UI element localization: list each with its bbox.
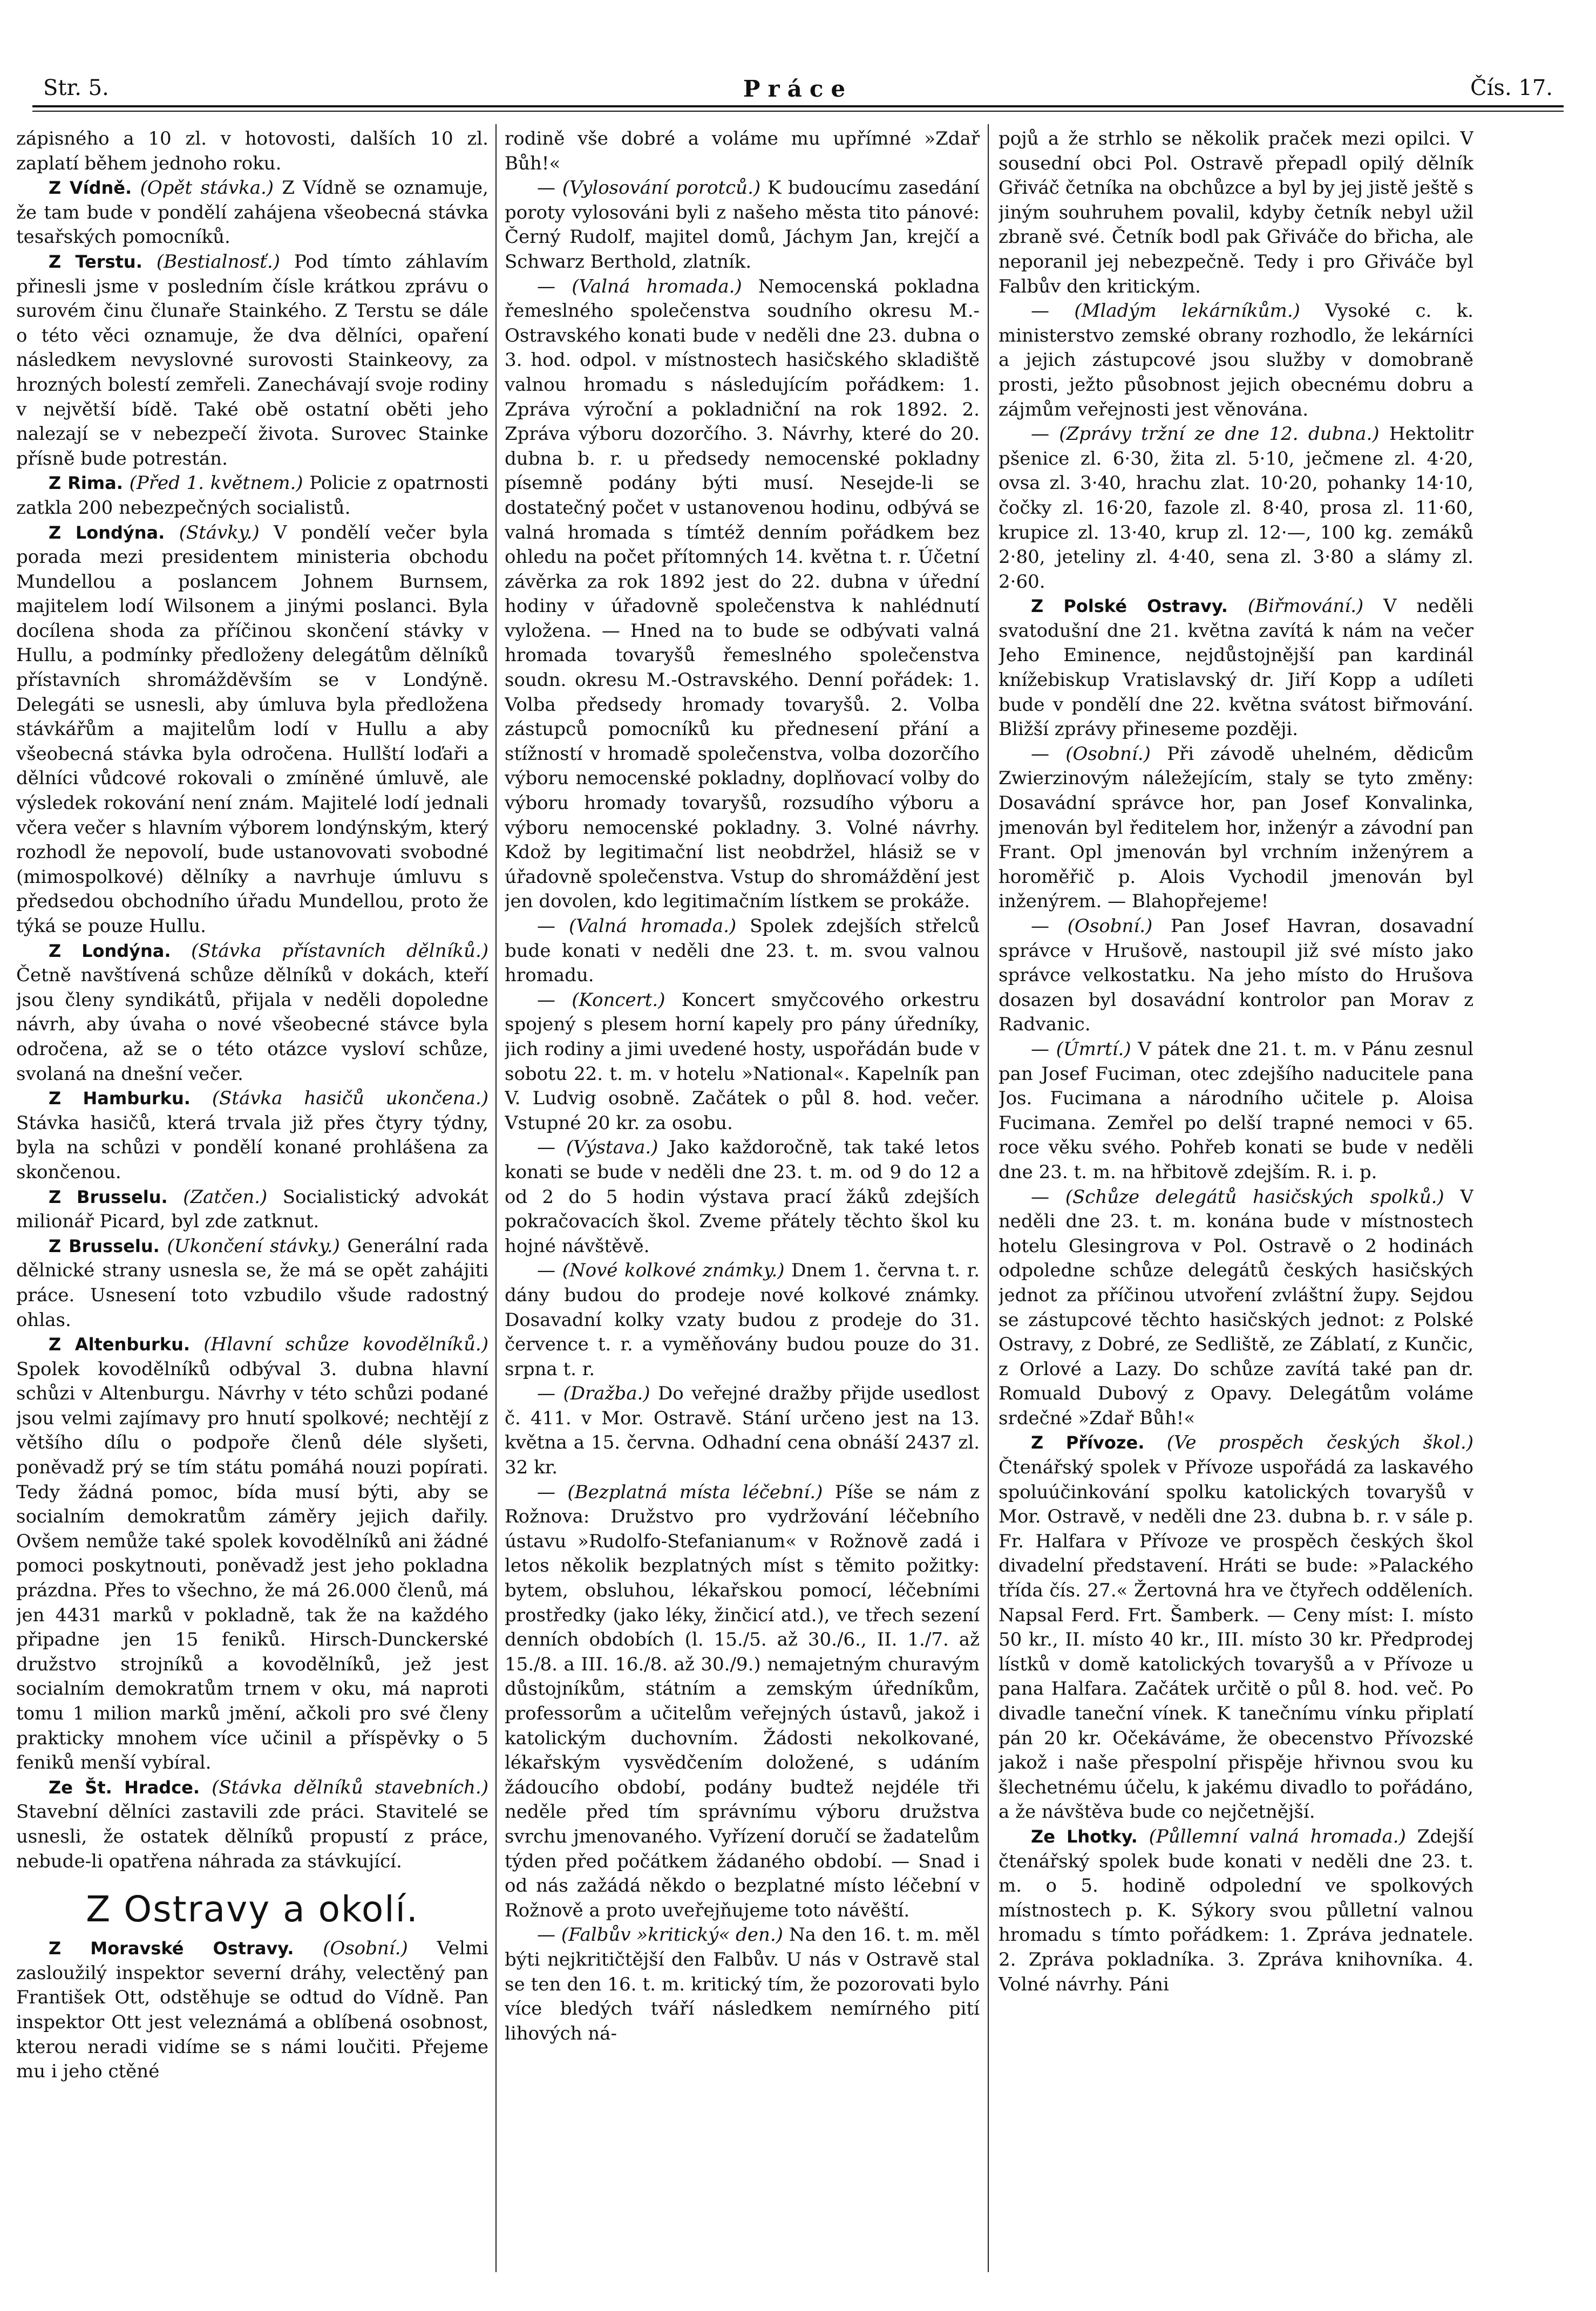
item-text: Píše se nám z Rožnova: Družstvo pro vydržování léčebního ústavu »Rudolfo-Stefanianum« v Rožnově zadá i letos několik bezplatných míst s těmito požitky: bytem, obsluhou, lékařskou pomocí, léčebními prostředky (jako léky, žinčicí atd.), ve třech sezení denních obdobích (l. 15./5. až 30./6., II. 1./7. až 15./8. a III. 16./8. až 30./9.) nemajetným churavým důstojníkům, státním a zemským úředníkům, professorům a učitelům veřejných ústavů, jakož i katolickým duchovním. Žádosti nekolkované, lékařským vysvědčením doložené, s udáním žádoucího období, podány budtež nejdéle tři neděle před tím správnímu výboru družstva svrchu jmenovaného. Vyřízení doručí se žadatelům týden před počátkem žádaného období. — Snad i od nás zažádá někdo o bezplatné místo léčební v Rožnově a proto uveřejňujeme toto návěští.: [505, 1481, 980, 1921]
item-text: Z Vídně se oznamuje, že tam bude v pondělí zahájena všeobecná stávka tesařských pomocníků.: [16, 177, 488, 248]
item-location: Z Terstu.: [49, 251, 142, 272]
item-location: Z Moravské Ostravy.: [49, 1938, 294, 1959]
news-item: — (Schůze delegátů hasičských spolků.) V neděli dne 23. t. m. konána bude v místnostech hotelu Glesingrova v Pol. Ostravě o 2 hodinách odpoledne schůze delegátů českých hasičských jednot za příčinou utvoření zvláštní župy. Sejdou se zástupcové těchto hasičských jednot: z Polské Ostravy, z Dobré, ze Sedliště, ze Záblatí, z Kunčic, z Orlové a Lazy. Do schůze zavítá také pan dr. Romuald Dubový z Opavy. Delegátům voláme srdečné »Zdař Bůh!«: [999, 1186, 1473, 1429]
item-text: Pan Josef Havran, dosavadní správce v Hrušově, nastoupil již své místo jako správce velkostatku. Na jeho místo do Hrušova dosazen byl dosavádní kontrolor pan Morav z Radvanic.: [999, 915, 1473, 1036]
item-text: Velmi zasloužilý inspektor severní dráhy, velectěný pan František Ott, odstěhuje se odtud do Vídně. Pan inspektor Ott jest veleznámá a oblíbená osobnost, kterou neradi vidíme se s námi loučiti. Přejeme mu i jeho ctěné: [16, 1938, 488, 2083]
item-location: Ze Lhotky.: [1031, 1826, 1138, 1847]
item-subtitle: (Osobní.): [1067, 915, 1153, 937]
item-subtitle: (Bestialnosť.): [156, 250, 280, 273]
news-item: [16, 1936, 488, 2084]
item-subtitle: (Ve prospěch českých škol.): [1166, 1432, 1473, 1454]
news-item: — (Valná hromada.) Nemocenská pokladna řemeslného společenstva soudního okresu M.-Ostravského konati bude v neděli dne 23. dubna o 3. hod. odpol. v místnostech hasičského skladiště valnou hromadu s následujícím pořádkem: 1. Zpráva výroční a pokladniční na rok 1892. 2. Zpráva výboru dozorčího. 3. Návrhy, které do 20. dubna b. r. u předsedy nemocenské pokladny písemně podány býti musí. Nesejde-li se dostatečný počet v ustanovenou hodinu, odbývá se valná hromada s tímtéž denním pořádkem bez ohledu na počet přítomných 14. května t. r. Účetní závěrka za rok 1892 jest do 22. dubna v úřední hodiny v úřadovně společenstva k nahlédnutí vyložena. — Hned na to bude se odbývati valná hromada tovaryšů řemeslného společenstva soudn. okresu M.-Ostravského. Denní pořádek: 1. Volba předsedy hromady tovaryšů. 2. Volba zástupců pomocníků ku přednesení přání a stížností v hromadě společenstva, volba dozorčího výboru nemocenské pokladny, doplňovací volby do výboru hromady tovaryšů, rozsudího výboru a výboru nemocenské pokladny. 3. Volné návrhy. Kdož by legitimační list neobdržel, hlásiž se v úřadovně společenstva. Vstup do shromáždění jest jen dovolen, kdo legitimačním lístkem se prokáže.: [505, 275, 980, 913]
item-text: Stávka hasičů, která trvala již přes čtyry týdny, byla na schůzi v pondělí konané prohlášena za skončenou.: [16, 1112, 488, 1183]
item-subtitle: (Biřmování.): [1247, 595, 1364, 617]
item-location: Z Vídně.: [49, 178, 132, 199]
news-item: — (Valná hromada.) Spolek zdejších střelců bude konati v neděli dne 23. t. m. svou valnou hromadu.: [505, 915, 980, 987]
item-subtitle: (Výstava.): [566, 1137, 658, 1159]
continued-text: pojů a že strhlo se několik praček mezi opilci. V sousední obci Pol. Ostravě přepadl opilý dělník Gřiváč četníka na obchůzce a byl by jej jistě ještě s jiným souhruhem povalil, kdyby četník nebyl užil zbraně své. Četník bodl pak Gřiváče do břicha, ale neporanil jej nebezpečně. Tedy i pro Gřiváče byl Falbův den kritickým.: [999, 128, 1473, 297]
item-subtitle: (Před 1. květnem.): [129, 472, 303, 494]
item-subtitle: (Falbův »kritický« den.): [561, 1924, 783, 1946]
news-item: [16, 1776, 488, 1874]
column-1: [16, 127, 488, 2264]
news-item: [16, 939, 488, 1087]
issue-number: Čís. 17.: [1470, 76, 1553, 100]
masthead-title: Práce: [743, 76, 853, 102]
item-text: V neděli svatodušní dne 21. května zavítá k nám na večer Jeho Eminence, nejdůstojnější pan kardinál knížebiskup Vratislavský dr. Jiří Kopp a udíleti bude v pondělí dne 22. května svátost biřmování. Bližší zprávy přineseme později.: [999, 595, 1473, 740]
item-subtitle: (Zatčen.): [183, 1186, 268, 1208]
item-text: Policie z opatrnosti zatkla 200 nebezpečných socialistů.: [16, 472, 488, 519]
item-subtitle: (Stávka hasičů ukončena.): [212, 1087, 488, 1110]
news-item: [16, 1333, 488, 1776]
item-text: Stavební dělníci zastavili zde práci. Stavitelé se usnesli, že ostatek dělníků propustí z práce, nebude-li opatřena náhrada za stávkující.: [16, 1801, 488, 1872]
news-item: [16, 1234, 488, 1333]
item-text: Nemocenská pokladna řemeslného společenstva soudního okresu M.-Ostravského konati bude v neděli dne 23. dubna o 3. hod. odpol. v místnostech hasičského skladiště valnou hromadu s následujícím pořádkem: 1. Zpráva výroční a pokladniční na rok 1892. 2. Zpráva výboru dozorčího. 3. Návrhy, které do 20. dubna b. r. u předsedy nemocenské pokladny písemně podány býti musí. Nesejde-li se dostatečný počet v ustanovenou hodinu, odbývá se valná hromada s tímtéž denním pořádkem bez ohledu na počet přítomných 14. května t. r. Účetní závěrka za rok 1892 jest do 22. dubna v úřední hodiny v úřadovně společenstva k nahlédnutí vyložena. — Hned na to bude se odbývati valná hromada tovaryšů řemeslného společenstva soudn. okresu M.-Ostravského. Denní pořádek: 1. Volba předsedy hromady tovaryšů. 2. Volba zástupců pomocníků ku přednesení přání a stížností v hromadě společenstva, volba dozorčího výboru nemocenské pokladny, doplňovací volby do výboru hromady tovaryšů, rozsudího výboru a výboru nemocenské pokladny. 3. Volné návrhy. Kdož by legitimační list neobdržel, hlásiž se v úřadovně společenstva. Vstup do shromáždění jest jen dovolen, kdo legitimačním lístkem se prokáže.: [505, 275, 980, 913]
header-rule-thin: [32, 111, 1564, 112]
item-text: Do veřejné dražby přijde usedlost č. 411. v Mor. Ostravě. Stání určeno jest na 13. května a 15. června. Odhadní cena obnáší 2437 zl. 32 kr.: [505, 1383, 980, 1479]
news-item: [16, 176, 488, 250]
item-location: Ze Št. Hradce.: [49, 1777, 200, 1798]
news-item: — (Úmrtí.) V pátek dne 21. t. m. v Pánu zesnul pan Josef Fuciman, otec zdejšího naducitele pana Jos. Fucimana a národního učitele p. Aloisa Fucimana. Zemřel po delší trapné nemoci v 65. roce věku svého. Pohřeb konati se bude v neděli dne 23. t. m. na hřbitově zdejším. R. i. p.: [999, 1038, 1473, 1183]
item-text: Socialistický advokát milionář Picard, byl zde zatknut.: [16, 1186, 488, 1233]
news-item: [16, 250, 488, 471]
item-location: Z Altenburku.: [49, 1334, 190, 1355]
item-text: Spolek zdejších střelců bude konati v neděli dne 23. t. m. svou valnou hromadu.: [505, 915, 980, 987]
item-subtitle: (Stávka dělníků stavebních.): [212, 1776, 488, 1798]
column-3: [999, 127, 1473, 2264]
item-text: Čtenářský spolek v Přívoze uspořádá za laskavého spoluúčinkování spolku katolických tovaryšů v Mor. Ostravě, v neděli dne 23. dubna b. r. v sále p. Fr. Halfara v Přívoze ve prospěch českých škol divadelní představení. Hráti se bude: »Palackého třída čís. 27.« Žertovná hra ve čtyřech odděleních. Napsal Ferd. Frt. Šamberk. — Ceny míst: I. místo 50 kr., II. místo 40 kr., III. místo 30 kr. Předprodej lístků v domě katolických tovaryšů a v Přívoze u pana Halfara. Začátek určitě o půl 8. hod. več. Po divadle taneční vínek. K tanečnímu vínku připlatí pán 20 kr. Očekáváme, že obecenstvo Přívozské jakož i naše přespolní přispěje hřivnou svou ku šlechetnému účelu, k jakému divadlo to pořádáno, a že návštěva bude co nejčetnější.: [999, 1457, 1473, 1823]
item-subtitle: (Nové kolkové známky.): [562, 1260, 785, 1282]
item-subtitle: (Osobní.): [1065, 743, 1151, 765]
news-item: — (Falbův »kritický« den.) Na den 16. t. m. měl býti nejkritičtější den Falbův. U nás v Ostravě stal se ten den 16. t. m. kritický tím, že pozorovati bylo více bledých tváří následkem nemírného pití lihových ná-: [505, 1924, 980, 2044]
news-item: [16, 521, 488, 939]
news-item: — (Vylosování porotců.) K budoucímu zasedání poroty vylosováni byli z našeho města tito pánové: Černý Rudolf, majitel domů, Jáchym Jan, krejčí a Schwarz Berthold, zlatník.: [505, 177, 980, 273]
news-item: [999, 1825, 1473, 1997]
item-text: Při závodě uhelném, dědicům Zwierzinovým náležejícím, staly se tyto změny: Dosavádní správce hor, pan Josef Konvalinka, jmenován byl ředitelem hor, inženýr a závodní pan Frant. Opl jmenován byl vrchním inženýrem a horoměřič p. Alois Vychodil jmenován byl inženýrem. — Blahopřejeme!: [999, 743, 1473, 913]
continued-text: zápisného a 10 zl. v hotovosti, dalších 10 zl. zaplatí během jednoho roku.: [16, 128, 488, 174]
column-divider: [988, 124, 989, 2272]
item-text: V neděli dne 23. t. m. konána bude v místnostech hotelu Glesingrova v Pol. Ostravě o 2 hodinách odpoledne schůze delegátů českých hasičských jednot za příčinou utvoření zvláštní župy. Sejdou se zástupcové těchto hasičských jednot: z Polské Ostravy, z Dobré, ze Sedliště, ze Záblatí, z Kunčic, z Orlové a Lazy. Do schůze zavítá také pan dr. Romuald Dubový z Opavy. Delegátům voláme srdečné »Zdař Bůh!«: [999, 1186, 1473, 1429]
item-location: Z Londýna.: [49, 940, 171, 961]
news-item: [999, 1431, 1473, 1825]
item-subtitle: (Osobní.): [323, 1938, 408, 1960]
item-subtitle: (Zprávy tržní ze dne 12. dubna.): [1059, 423, 1380, 445]
item-subtitle: (Mladým lekárníkům.): [1074, 300, 1300, 322]
item-text: Generální rada dělnické strany usnesla se, že má se opět zahájiti práce. Usnesení toto vzbudilo všude radostný ohlas.: [16, 1235, 488, 1331]
item-text: Četně navštívená schůze dělníků v dokách, kteří jsou členy syndikátů, přijala v neděli dopoledne návrh, aby úvaha o nové všeobecné stávce byla odročena, až se o této otázce vysloví schůze, svolaná na dnešní večer.: [16, 964, 488, 1085]
item-location: Z Rima.: [49, 473, 123, 494]
item-subtitle: (Ukončení stávky.): [167, 1235, 340, 1257]
item-subtitle: (Koncert.): [572, 989, 665, 1011]
header-rule: [32, 105, 1564, 107]
item-subtitle: (Úmrtí.): [1056, 1038, 1131, 1060]
item-text: Zdejší čtenářský spolek bude konati v neděli dne 23. t. m. o 5. hodině odpolední ve spolkových místnostech p. K. Sýkory svou půlletní valnou hromadu s tímto pořádkem: 1. Zpráva jednatele. 2. Zpráva pokladníka. 3. Zpráva knihovníka. 4. Volné návrhy. Páni: [999, 1825, 1473, 1995]
news-item: — (Koncert.) Koncert smyčcového orkestru spojený s plesem horní kapely pro pány úředníky, jich rodiny a jimi uvedené hosty, uspořádán bude v sobotu 22. t. m. v hotelu »National«. Kapelník pan V. Ludvig osobně. Začátek o půl 8. hod. večer. Vstupné 20 kr. za osobu.: [505, 989, 980, 1134]
page-number: Str. 5.: [43, 76, 109, 100]
item-subtitle: (Valná hromada.): [572, 275, 742, 297]
news-item: [16, 471, 488, 520]
item-text: K budoucímu zasedání poroty vylosováni byli z našeho města tito pánové: Černý Rudolf, majitel domů, Jáchym Jan, krejčí a Schwarz Berthold, zlatník.: [505, 177, 980, 273]
section-heading: Z Ostravy a okolí.: [86, 1888, 419, 1931]
item-location: Z Přívoze.: [1031, 1432, 1145, 1453]
item-subtitle: (Valná hromada.): [568, 915, 737, 937]
continued-text: rodině vše dobré a voláme mu upřímné »Zdař Bůh!«: [505, 128, 980, 174]
item-location: Z Hamburku.: [49, 1088, 191, 1109]
news-item: — (Osobní.) Pan Josef Havran, dosavadní správce v Hrušově, nastoupil již své místo jako správce velkostatku. Na jeho místo do Hrušova dosazen byl dosavádní kontrolor pan Morav z Radvanic.: [999, 915, 1473, 1036]
news-item: — (Zprávy tržní ze dne 12. dubna.) Hektolitr pšenice zl. 6·30, žita zl. 5·10, ječmene zl. 4·20, ovsa zl. 3·40, hrachu zlat. 10·20, pohanky 14·10, čočky zl. 16·20, fazole zl. 8·40, prosa zl. 11·60, krupice zl. 13·40, krup zl. 12·—, 100 kg. zemáků 2·80, jeteliny zl. 4·40, sena zl. 3·80 a slámy zl. 2·60.: [999, 423, 1473, 593]
item-subtitle: (Schůze delegátů hasičských spolků.): [1065, 1186, 1444, 1208]
item-subtitle: (Opět stávka.): [140, 177, 274, 199]
item-subtitle: (Hlavní schůze kovodělníků.): [203, 1334, 488, 1356]
news-item: — (Dražba.) Do veřejné dražby přijde usedlost č. 411. v Mor. Ostravě. Stání určeno jest na 13. května a 15. června. Odhadní cena obnáší 2437 zl. 32 kr.: [505, 1383, 980, 1479]
item-text: V pondělí večer byla porada mezi presidentem ministeria obchodu Mundellou a poslancem Johnem Burnsem, majitelem lodí Wilsonem a jinými poslanci. Byla docílena shoda za příčinou skončení stávky v Hullu, a podmínky předloženy delegátům dělníků přístavních shromážděvším se v Londýně. Delegáti se usnesli, aby úmluva byla předložena stávkářům a majitelům lodí v Hullu a aby všeobecná stávka byla odročena. Hullští loďaři a dělníci vůdcové rokovali o zmíněné úmluvě, ale výsledek rokování není znám. Majitelé lodí jednali včera večer s hlavním výborem londýnským, který rozhodl že nepovolí, bude ustanovovati svobodné (mimospolkové) dělníky a navrhuje úmluvu s předsedou obchodního úřadu Mundellou, proto že týká se pouze Hullu.: [16, 521, 488, 937]
news-item: — (Nové kolkové známky.) Dnem 1. června t. r. dány budou do prodeje nové kolkové známky. Dosavadní kolky vzaty budou z prodeje do 31. července t. r. a vyměňovány budou pouze do 31. srpna t. r.: [505, 1260, 980, 1380]
news-item: [16, 1185, 488, 1234]
news-item: [999, 594, 1473, 742]
news-item: — (Osobní.) Při závodě uhelném, dědicům Zwierzinovým náležejícím, staly se tyto změny: Dosavádní správce hor, pan Josef Konvalinka, jmenován byl ředitelem hor, inženýr a závodní pan Frant. Opl jmenován byl vrchním inženýrem a horoměřič p. Alois Vychodil jmenován byl inženýrem. — Blahopřejeme!: [999, 743, 1473, 913]
item-text: Vysoké c. k. ministerstvo zemské obrany rozhodlo, že lekárníci a jejich zástupcové jsou služby v domobraně prosti, ježto působnost jejich obecnému dobru a zájmům veřejnosti jest věnována.: [999, 300, 1473, 420]
item-text: V pátek dne 21. t. m. v Pánu zesnul pan Josef Fuciman, otec zdejšího naducitele pana Jos. Fucimana a národního učitele p. Aloisa Fucimana. Zemřel po delší trapné nemoci v 65. roce věku svého. Pohřeb konati se bude v neděli dne 23. t. m. na hřbitově zdejším. R. i. p.: [999, 1038, 1473, 1183]
column-2: [505, 127, 980, 2264]
item-text: Na den 16. t. m. měl býti nejkritičtější den Falbův. U nás v Ostravě stal se ten den 16. t. m. kritický tím, že pozorovati bylo více bledých tváří následkem nemírného pití lihových ná-: [505, 1924, 980, 2044]
item-location: Z Polské Ostravy.: [1031, 596, 1228, 617]
item-location: Z Brusselu.: [49, 1235, 160, 1256]
item-location: Z Londýna.: [49, 522, 165, 543]
item-subtitle: (Stávka přístavních dělníků.): [191, 940, 488, 962]
item-text: Spolek kovodělníků odbýval 3. dubna hlavní schůzi v Altenburgu. Návrhy v této schůzi podané jsou velmi zajímavy pro hnutí spolkové; nechtějí z většího dílu o podpoře členů déle slyšeti, poněvadž prý se tím státu pomáhá nouzi popírati. Tedy žádná pomoc, bída musí býti, aby se socialním demokratům záměry jejich dařily. Ovšem nemůže také spolek kovodělníků ani žádné pomoci poskytnouti, poněvadž jest jeho pokladna prázdna. Přes to všechno, že má 26.000 členů, má jen 4431 marků v pokladně, tak že na každého připadne jen 15 feniků. Hirsch-Dunckerské družstvo strojníků a kovodělníků, jež jest socialním demokratům trnem v oku, má naproti tomu 1 milion marků jmění, ačkoli pro své členy prakticky mnohem více učinil a příspěvky o 5 feniků menší vybíral.: [16, 1358, 488, 1774]
item-subtitle: (Vylosování porotců.): [562, 177, 761, 199]
item-text: Jako každoročně, tak také letos konati se bude v neděli dne 23. t. m. od 9 do 12 a od 2 do 5 hodin výstava prací žáků zdejších pokračovacích škol. Zveme přátely těchto škol ku hojné návštěvě.: [505, 1137, 980, 1257]
news-item: [16, 1086, 488, 1185]
item-text: Hektolitr pšenice zl. 6·30, žita zl. 5·10, ječmene zl. 4·20, ovsa zl. 3·40, hrachu zlat. 10·20, pohanky 14·10, čočky zl. 16·20, fazole zl. 8·40, prosa zl. 11·60, krupice zl. 13·40, krup zl. 12·—, 100 kg. zemáků 2·80, jeteliny zl. 4·40, sena zl. 3·80 a slámy zl. 2·60.: [999, 423, 1473, 593]
item-subtitle: (Bezplatná místa léčební.): [567, 1481, 823, 1503]
news-item: — (Výstava.) Jako každoročně, tak také letos konati se bude v neděli dne 23. t. m. od 9 do 12 a od 2 do 5 hodin výstava prací žáků zdejších pokračovacích škol. Zveme přátely těchto škol ku hojné návštěvě.: [505, 1137, 980, 1257]
item-subtitle: (Půllетní valná hromada.): [1149, 1825, 1406, 1847]
page-header: [38, 76, 1558, 108]
news-item: — (Bezplatná místa léčební.) Píše se nám z Rožnova: Družstvo pro vydržování léčebního ústavu »Rudolfo-Stefanianum« v Rožnově zadá i letos několik bezplatných míst s těmito požitky: bytem, obsluhou, lékařskou pomocí, léčebními prostředky (jako léky, žinčicí atd.), ve třech sezení denních obdobích (l. 15./5. až 30./6., II. 1./7. až 15./8. a III. 16./8. až 30./9.) nemajetným churavým důstojníkům, státním a zemským úředníkům, professorům a učitelům veřejných ústavů, jakož i katolickým duchovním. Žádosti nekolkované, lékařským vysvědčením doložené, s udáním žádoucího období, podány budtež nejdéle tři neděle před tím správnímu výboru družstva svrchu jmenovaného. Vyřízení doručí se žadatelům týden před počátkem žádaného období. — Snad i od nás zažádá někdo o bezplatné místo léčební v Rožnově a proto uveřejňujeme toto návěští.: [505, 1481, 980, 1921]
item-text: Koncert smyčcového orkestru spojený s plesem horní kapely pro pány úředníky, jich rodiny a jimi uvedené hosty, uspořádán bude v sobotu 22. t. m. v hotelu »National«. Kapelník pan V. Ludvig osobně. Začátek o půl 8. hod. večer. Vstupné 20 kr. za osobu.: [505, 989, 980, 1134]
item-location: Z Brusselu.: [49, 1186, 168, 1207]
item-subtitle: (Stávky.): [179, 521, 260, 543]
column-divider: [495, 124, 497, 2272]
item-text: Dnem 1. června t. r. dány budou do prodeje nové kolkové známky. Dosavadní kolky vzaty budou z prodeje do 31. července t. r. a vyměňovány budou pouze do 31. srpna t. r.: [505, 1260, 980, 1380]
item-text: Pod tímto záhlavím přinesli jsme v posledním čísle krátkou zprávu o surovém činu člunaře Stainkého. Z Terstu se dále o této věci oznamuje, že dva dělníci, opaření následkem nevyslovné surovosti Stainkeovy, za hrozných bolestí zemřeli. Zanechávají svoje rodiny v největší bídě. Také obě ostatní oběti jeho nalezají se v nebezpečí života. Surovec Stainke přísně bude potrestán.: [16, 250, 488, 470]
news-item: — (Mladým lekárníkům.) Vysoké c. k. ministerstvo zemské obrany rozhodlo, že lekárníci a jejich zástupcové jsou služby v domobraně prosti, ježto působnost jejich obecnému dobru a zájmům veřejnosti jest věnována.: [999, 300, 1473, 420]
item-subtitle: (Dražba.): [563, 1383, 650, 1405]
